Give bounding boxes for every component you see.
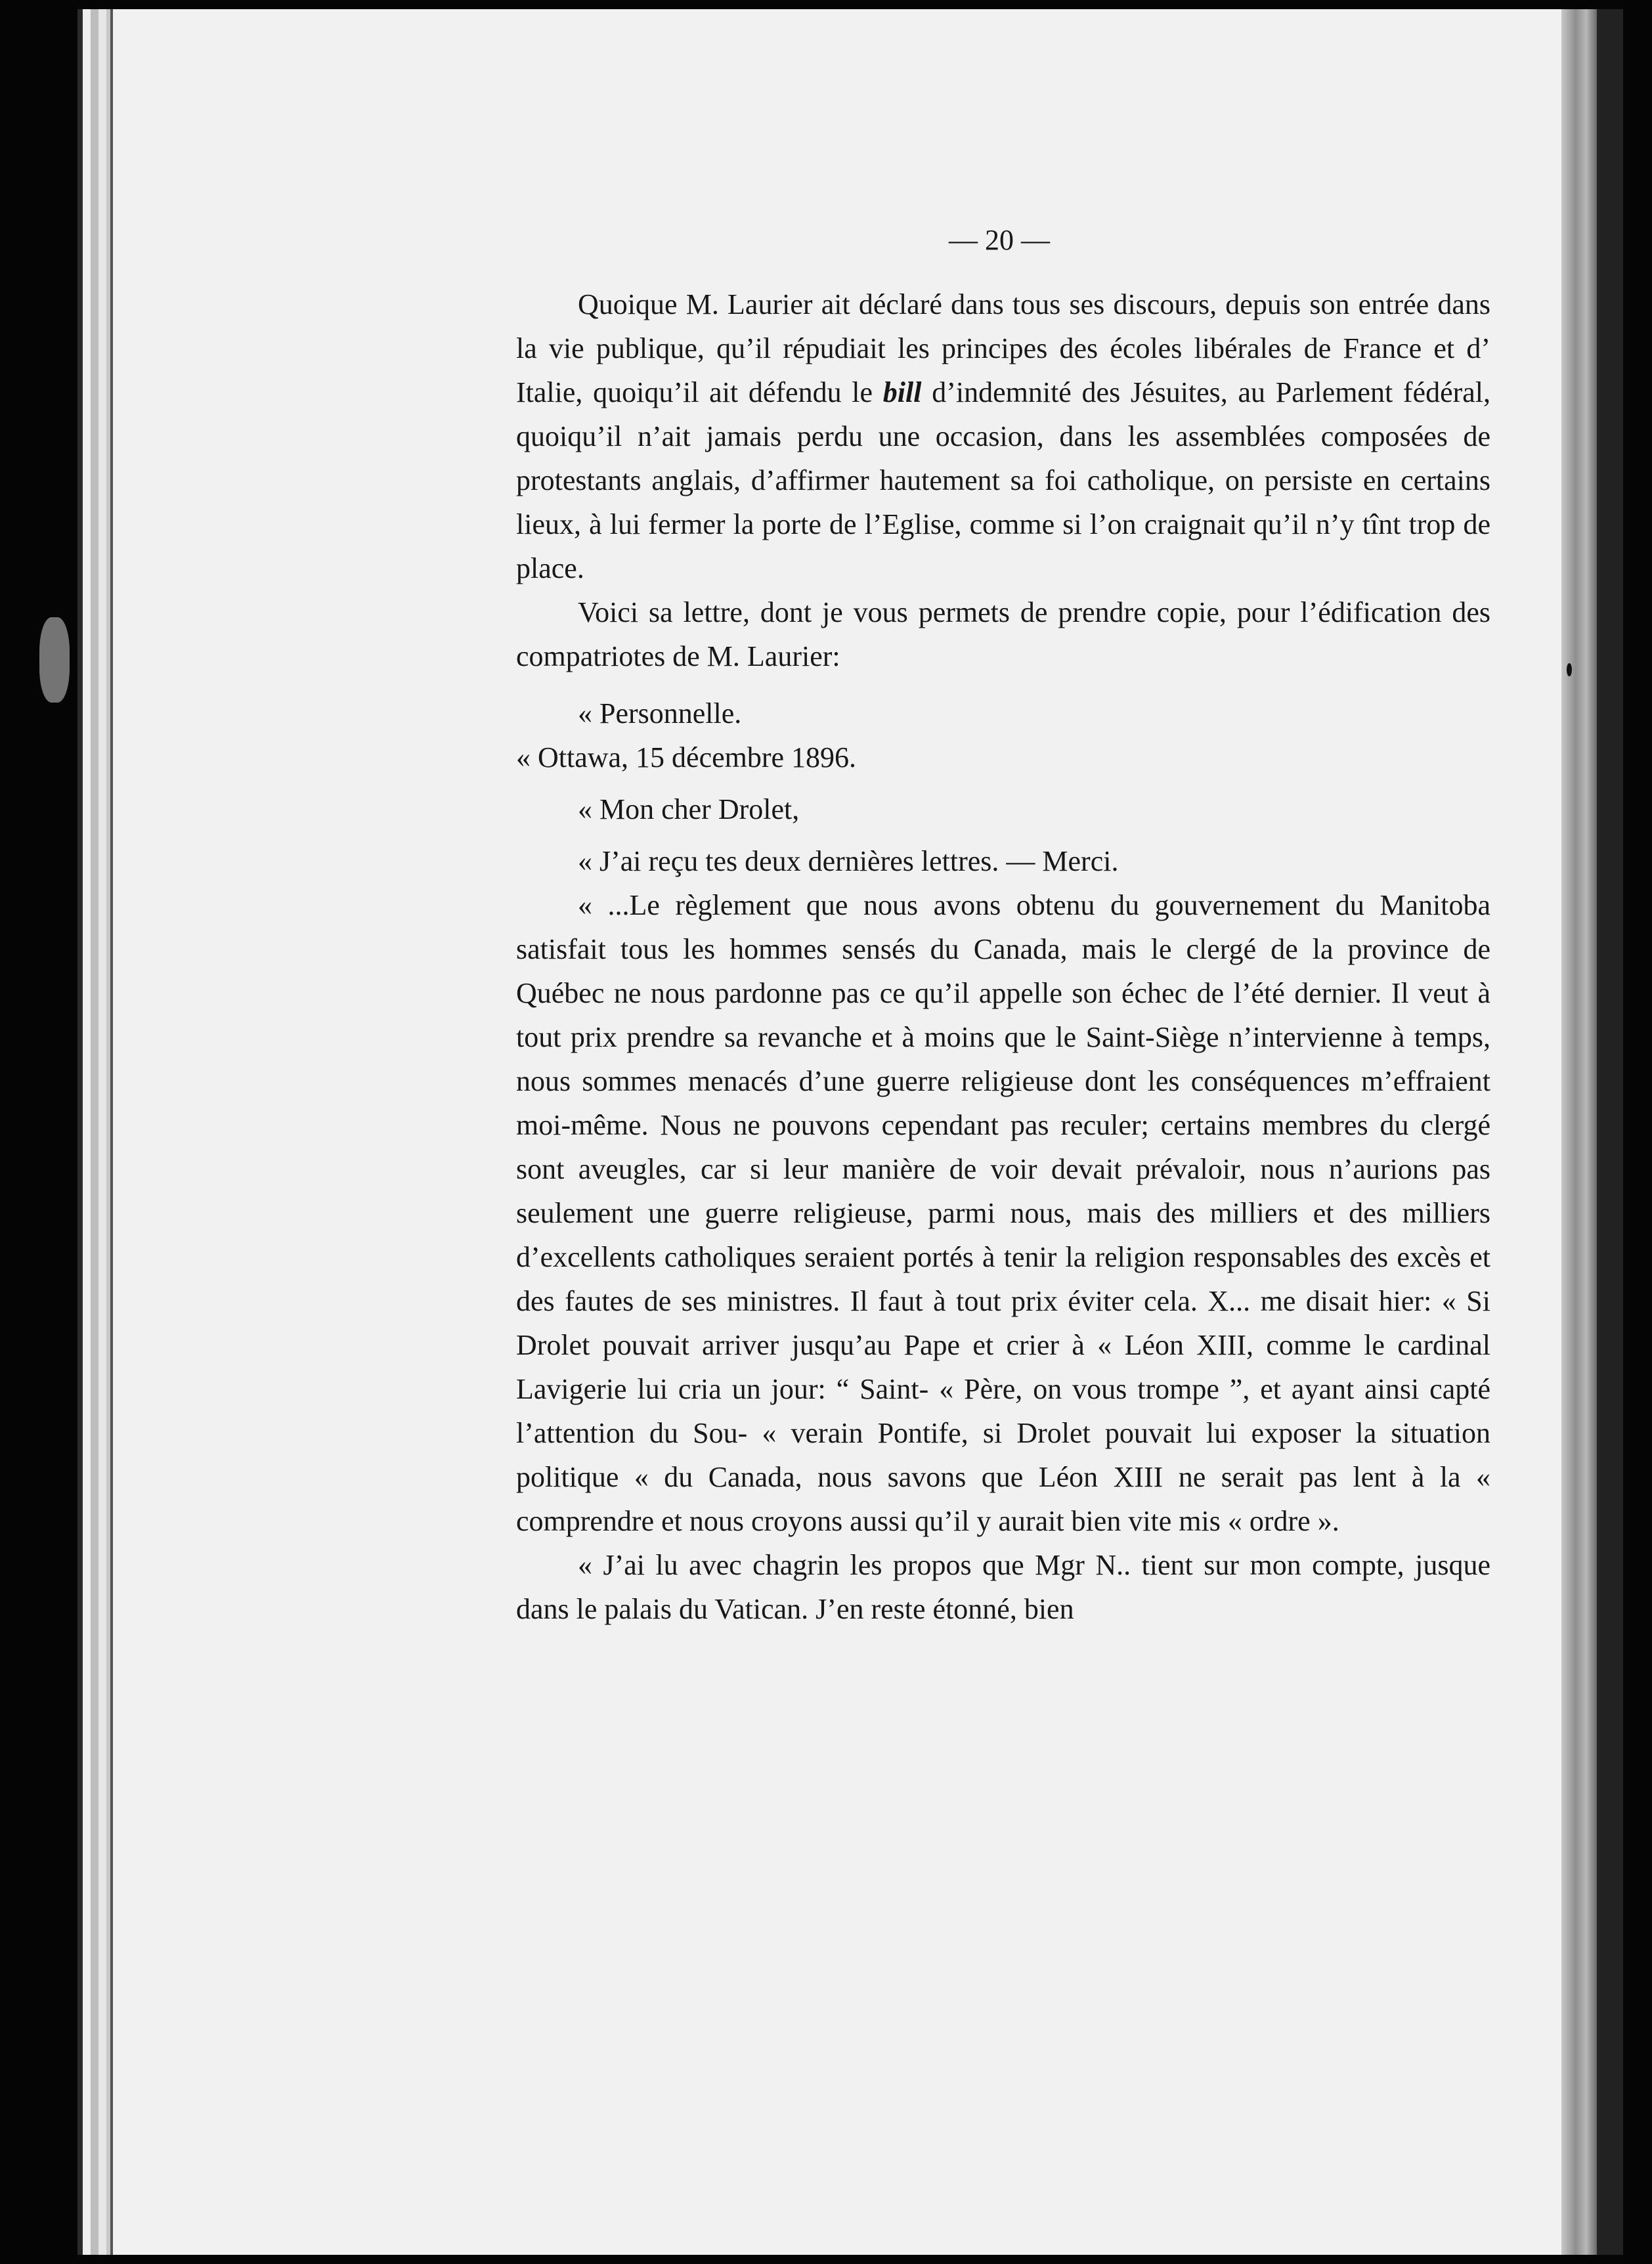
letter-salutation: « Mon cher Drolet, <box>578 793 800 825</box>
book-gutter-shadow <box>1561 9 1597 2255</box>
letter-header-personnelle: « Personnelle. <box>578 697 742 729</box>
binding-stain <box>39 617 70 703</box>
letter-date: « Ottawa, 15 décembre 1896. <box>516 741 857 773</box>
paragraph-lettre <box>516 590 1490 678</box>
letter-paragraph-chagrin: « J’ai lu avec chagrin les propos que Mgr N.. tient sur mon compte, jusque dans le palais du Vatican. J’en reste étonné, bien <box>516 1549 1490 1625</box>
italic-word: bill <box>882 376 922 408</box>
paragraph-intro <box>516 282 1490 590</box>
scan-border <box>1597 9 1623 2255</box>
paragraph-intro-text: Quoique M. Laurier ait déclaré dans tous ses discours, depuis son entrée dans la vie publique, qu’il répudiait les principes des écoles libérales de France et d’ Italie, quoiqu’il ait défendu le bill d’indemnité des Jésuites, au Parlement fédéral, quoiqu’il n’ait jamais perdu une occasion, dans les assemblées composées de protestants anglais, d’affirmer hautement sa foi catholique, on persiste en certains lieux, à lui fermer la porte de l’Eglise, comme si l’on craignait qu’il n’y tînt trop de place. <box>516 288 1491 584</box>
page-number: — 20 — <box>949 224 1050 256</box>
letter-paragraph-merci: « J’ai reçu tes deux dernières lettres. — Merci. <box>578 845 1119 877</box>
letter-text <box>516 282 1490 1631</box>
binding-stain <box>1567 663 1572 676</box>
letter-paragraph-reglement: « ...Le règlement que nous avons obtenu du gouvernement du Manitoba satisfait tous les hommes sensés du Canada, mais le clergé de la province de Québec ne nous pardonne pas ce qu’il appelle son échec de l’été dernier. Il veut à tout prix prendre sa revanche et à moins que le Saint-Siège n’intervienne à temps, nous sommes menacés d’une guerre religieuse dont les conséquences m’effraient moi-même. Nous ne pouvons cependant pas reculer; certains membres du clergé sont aveugles, car si leur manière de voir devait prévaloir, nous n’aurions pas seulement une guerre religieuse, parmi nous, mais des milliers et des milliers d’excellents catholiques seraient portés à tenir la religion responsables des excès et des fautes de ses ministres. Il faut à tout prix éviter cela. X... me disait hier: « Si Drolet pouvait arriver jusqu’au Pape et crier à « Léon XIII, comme le cardinal Lavigerie lui cria un jour: “ Saint- « Père, on vous trompe ”, et ayant ainsi capté l’attention du Sou- « verain Pontife, si Drolet pouvait lui exposer la situation politique « du Canada, nous savons que Léon XIII ne serait pas lent à la « comprendre et nous croyons aussi qu’il y aurait bien vite mis « ordre ». <box>516 889 1490 1537</box>
paragraph-lettre-text: Voici sa lettre, dont je vous permets de prendre copie, pour l’édification des compatriotes de M. Laurier: <box>516 596 1490 672</box>
